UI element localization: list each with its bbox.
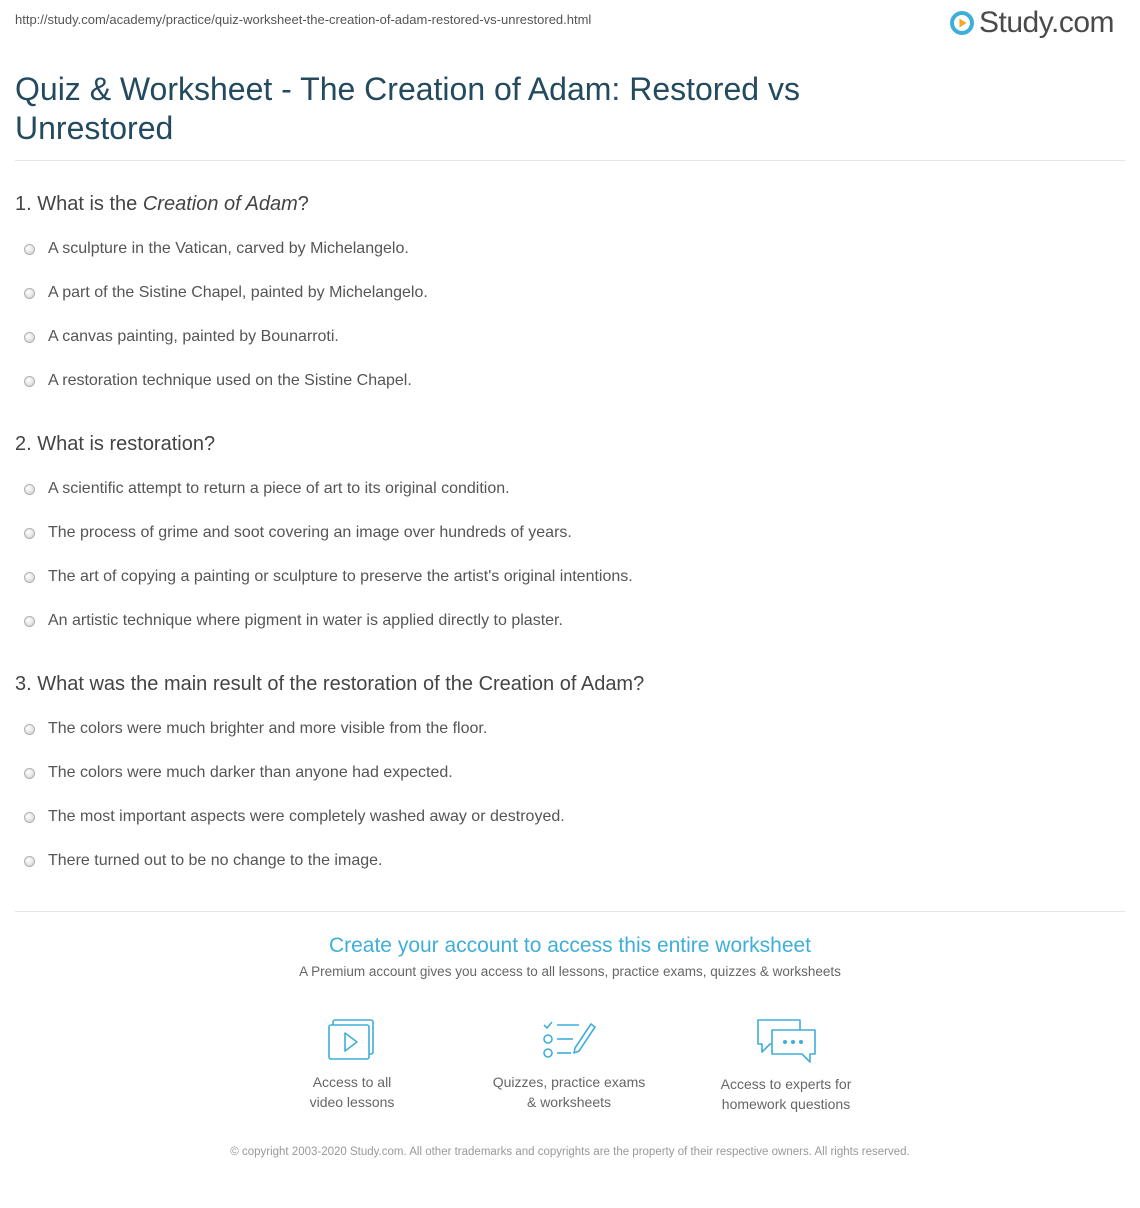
radio-button[interactable] <box>24 484 35 495</box>
answer-option[interactable]: The art of copying a painting or sculpture to preserve the artist's original intentions. <box>24 566 633 588</box>
chat-bubbles-icon <box>754 1018 818 1064</box>
radio-button[interactable] <box>24 572 35 583</box>
page-url: http://study.com/academy/practice/quiz-worksheet-the-creation-of-adam-restored-vs-unrestored.html <box>15 12 592 27</box>
cta-subtitle: A Premium account gives you access to all lessons, practice exams, quizzes & worksheets <box>299 964 841 979</box>
question-2-title: 2. What is restoration? <box>15 433 216 455</box>
radio-button[interactable] <box>24 244 35 255</box>
feature-experts: Access to experts for homework questions <box>686 1018 886 1114</box>
feature-quizzes: Quizzes, practice exams & worksheets <box>469 1018 669 1112</box>
answer-option[interactable]: A restoration technique used on the Sistine Chapel. <box>24 370 412 392</box>
video-lesson-icon <box>327 1018 377 1062</box>
radio-button[interactable] <box>24 812 35 823</box>
answer-option[interactable]: The process of grime and soot covering an image over hundreds of years. <box>24 522 572 544</box>
radio-button[interactable] <box>24 856 35 867</box>
answer-option[interactable]: The colors were much brighter and more visible from the floor. <box>24 718 487 740</box>
answer-option[interactable]: The most important aspects were completely washed away or destroyed. <box>24 806 565 828</box>
page-title: Quiz & Worksheet - The Creation of Adam: Restored vs Unrestored <box>15 71 800 146</box>
play-logo-icon <box>949 10 975 36</box>
quiz-checklist-icon <box>541 1018 597 1062</box>
divider <box>15 911 1125 912</box>
radio-button[interactable] <box>24 376 35 387</box>
copyright-footer: © copyright 2003-2020 Study.com. All other trademarks and copyrights are the property of their respective owners. All rights reserved. <box>230 1146 910 1158</box>
create-account-link[interactable]: Create your account to access this entire worksheet <box>328 934 812 957</box>
radio-button[interactable] <box>24 528 35 539</box>
radio-button[interactable] <box>24 724 35 735</box>
logo-text: Study.com <box>979 6 1114 39</box>
radio-button[interactable] <box>24 616 35 627</box>
question-3-title: 3. What was the main result of the restoration of the Creation of Adam? <box>15 673 645 695</box>
divider <box>15 160 1125 161</box>
answer-option[interactable]: A sculpture in the Vatican, carved by Michelangelo. <box>24 238 409 260</box>
question-1-title: 1. What is the Creation of Adam? <box>15 193 309 215</box>
answer-option[interactable]: A canvas painting, painted by Bounarroti. <box>24 326 339 348</box>
study-logo[interactable] <box>949 6 1114 40</box>
answer-option[interactable]: A scientific attempt to return a piece of art to its original condition. <box>24 478 510 500</box>
radio-button[interactable] <box>24 288 35 299</box>
answer-option[interactable]: The colors were much darker than anyone had expected. <box>24 762 453 784</box>
feature-video-lessons: Access to all video lessons <box>252 1018 452 1112</box>
answer-option[interactable]: An artistic technique where pigment in water is applied directly to plaster. <box>24 610 563 632</box>
radio-button[interactable] <box>24 332 35 343</box>
radio-button[interactable] <box>24 768 35 779</box>
answer-option[interactable]: A part of the Sistine Chapel, painted by Michelangelo. <box>24 282 428 304</box>
answer-option[interactable]: There turned out to be no change to the image. <box>24 850 382 872</box>
